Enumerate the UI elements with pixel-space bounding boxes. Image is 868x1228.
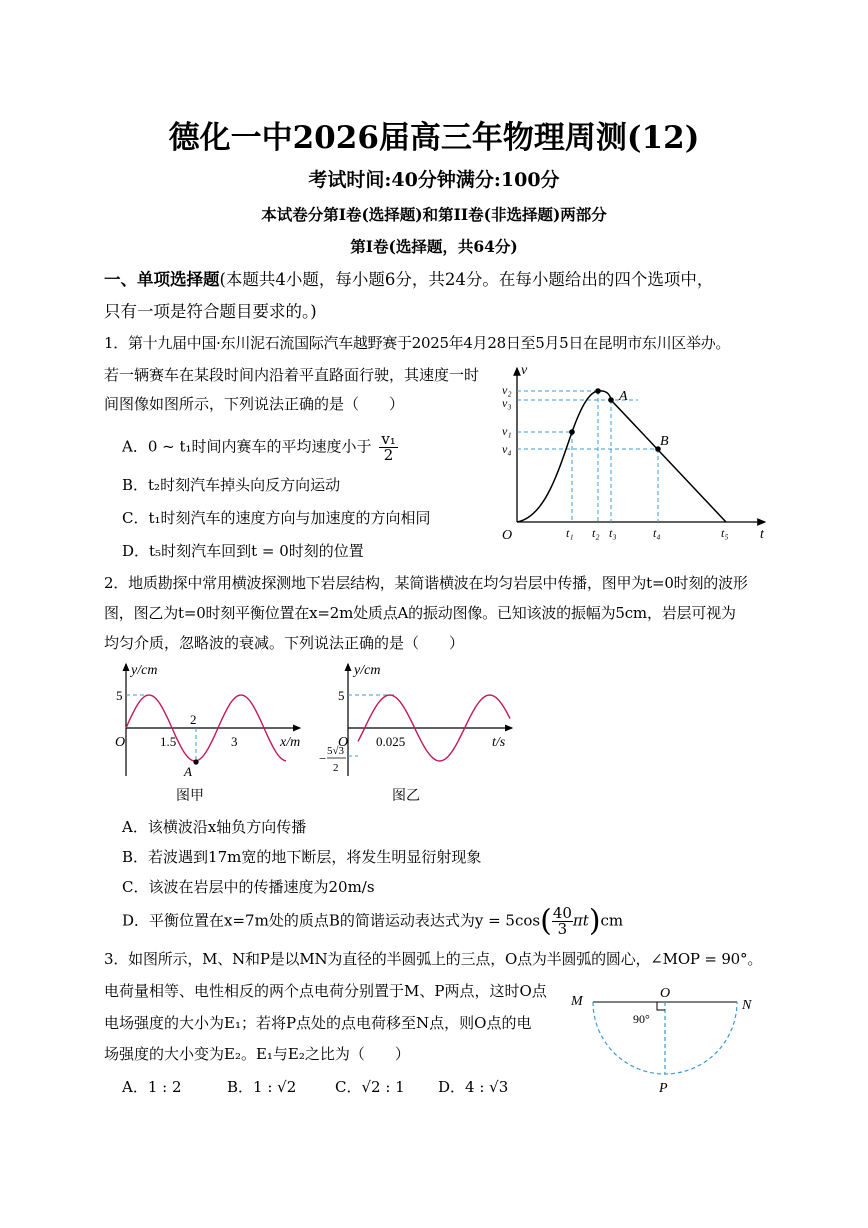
d-frac-num: 40	[552, 904, 572, 922]
point-t1	[569, 429, 575, 435]
fig-a-tick-3: 3	[231, 734, 238, 749]
q1-option-a-text: A．0 ~ t₁时间内赛车的平均速度小于	[122, 437, 372, 456]
fig-a-point-a: A	[184, 764, 192, 779]
velocity-curve	[517, 391, 726, 522]
fig-b-tick: 0.025	[376, 734, 406, 749]
part-one-title: 第I卷(选择题，共64分)	[350, 237, 518, 256]
frac-num: v₁	[381, 430, 396, 448]
q1-option-c[interactable]: C．t₁时刻汽车的速度方向与加速度的方向相同	[122, 509, 431, 527]
fig-a-tick-1-5: 1.5	[160, 734, 177, 749]
q1-line-3: 间图像如图所示，下列说法正确的是（ ）	[104, 395, 405, 413]
fig-b-neg-den: 2	[333, 762, 339, 774]
label-a: A	[619, 389, 628, 404]
point-peak	[595, 388, 601, 394]
q1-option-b[interactable]: B．t₂时刻汽车掉头向反方向运动	[122, 476, 341, 494]
tick-t4: t₄	[653, 526, 661, 540]
d-frac-den: 3	[557, 920, 568, 938]
paper-composition: 本试卷分第I卷(选择题)和第II卷(非选择题)两部分	[261, 205, 607, 224]
q3-line-4: 场强度的大小变为E₂。E₁与E₂之比为（ ）	[104, 1045, 410, 1063]
tick-v1: v₁	[502, 424, 512, 438]
q2-option-d-unit: cm	[600, 911, 624, 930]
section-instruction-1: (本题共4小题，每小题6分，共24分。在每小题给出的四个选项中，	[219, 270, 714, 289]
guide-lines	[517, 391, 658, 522]
q2-option-c[interactable]: C．该波在岩层中的传播速度为20m/s	[122, 878, 375, 896]
q1-option-a-fraction	[379, 432, 398, 463]
q2-fig-b	[316, 658, 516, 808]
section-instructions	[104, 266, 713, 290]
tick-t3: t₃	[609, 526, 617, 540]
q2-option-d-pit: πt	[572, 911, 589, 930]
fig-b-ylabel: y/cm	[354, 663, 381, 678]
page-title: 德化一中2026届高三年物理周测(12)	[168, 120, 700, 156]
fig-b-neg-minus: −	[319, 751, 327, 766]
q2-line-3: 均匀介质，忽略波的衰减。下列说法正确的是（ ）	[104, 634, 465, 652]
label-p: P	[659, 1081, 668, 1096]
q2-option-d-fraction	[552, 906, 573, 937]
tick-v2: v₂	[502, 383, 512, 397]
q3-line-3: 电场强度的大小为E₁；若将P点处的点电荷移至N点，则O点的电	[104, 1014, 532, 1032]
q3-option-b[interactable]: B．1 : √2	[227, 1078, 297, 1096]
q2-option-d[interactable]: D．平衡位置在x=7m处的质点B的简谐运动表达式为y = 5cos( $\frac{40}{3}$ πt)cm	[122, 903, 624, 939]
q2-line-2: 图，图乙为t=0时刻平衡位置在x=2m处质点A的振动图像。已知该波的振幅为5cm，岩层可视为	[104, 604, 736, 622]
right-angle-mark	[657, 1002, 665, 1010]
q3-semicircle-figure	[566, 985, 766, 1100]
q3-option-c[interactable]: C．√2 : 1	[335, 1078, 405, 1096]
tick-v3: v₃	[502, 396, 512, 410]
q2-option-b[interactable]: B．若波遇到17m宽的地下断层，将发生明显衍射现象	[122, 848, 482, 866]
fig-a-amp: 5	[116, 688, 123, 703]
frac-den: 2	[383, 446, 394, 464]
q3-line-2: 电荷量相等、电性相反的两个点电荷分别置于M、P两点，这时O点	[104, 982, 547, 1000]
exam-duration: 考试时间:40分钟满分:100分	[308, 169, 560, 191]
t-axis-label: t	[760, 527, 764, 542]
q3-option-d[interactable]: D．4 : √3	[438, 1078, 509, 1096]
q1-option-d[interactable]: D．t₅时刻汽车回到t = 0时刻的位置	[122, 542, 364, 560]
section-heading: 一、单项选择题	[104, 270, 220, 289]
q1-option-a[interactable]	[122, 432, 398, 463]
q1-vt-graph	[490, 362, 780, 550]
label-angle: 90°	[633, 1012, 650, 1026]
label-b: B	[660, 434, 669, 449]
fig-b-xlabel: t/s	[492, 735, 506, 750]
fig-b-caption: 图乙	[392, 789, 420, 804]
origin-label: O	[502, 528, 513, 543]
fig-a-caption: 图甲	[176, 789, 204, 804]
fig-b-neg-num: 5√3	[327, 745, 345, 757]
q3-option-a[interactable]: A．1 : 2	[122, 1078, 182, 1096]
q1-line-1: 1．第十九届中国·东川泥石流国际汽车越野赛于2025年4月28日至5月5日在昆明市东川区举办。	[104, 334, 731, 352]
label-o: O	[660, 986, 671, 1001]
label-m: M	[571, 994, 583, 1009]
tick-t5: t₅	[721, 526, 729, 540]
tick-t2: t₂	[592, 526, 600, 540]
q2-option-a[interactable]: A．该横波沿x轴负方向传播	[122, 818, 307, 836]
label-n: N	[742, 998, 752, 1013]
fig-a-ylabel: y/cm	[131, 663, 158, 678]
fig-a-xlabel: x/m	[280, 735, 301, 750]
v-axis-label: v	[521, 363, 528, 378]
fig-a-origin: O	[115, 735, 126, 750]
q2-fig-a	[108, 658, 308, 808]
fig-a-tick-2: 2	[190, 712, 197, 727]
fig-b-origin: O	[338, 735, 349, 750]
fig-b-amp: 5	[338, 688, 345, 703]
point-a-marker	[193, 759, 198, 764]
q3-line-1: 3．如图所示，M、N和P是以MN为直径的半圆弧上的三点，O点为半圆弧的圆心，∠MOP = 90°。	[104, 950, 763, 968]
q1-line-2: 若一辆赛车在某段时间内沿着平直路面行驶，其速度一时	[104, 366, 480, 384]
tick-v4: v₄	[502, 442, 512, 456]
q2-line-1: 2．地质勘探中常用横波探测地下岩层结构，某简谐横波在均匀岩层中传播，图甲为t=0时刻的波形	[104, 574, 748, 592]
tick-t1: t₁	[566, 526, 574, 540]
point-a	[608, 397, 614, 403]
section-instruction-2: 只有一项是符合题目要求的。)	[104, 302, 317, 321]
q2-option-d-text: D．平衡位置在x=7m处的质点B的简谐运动表达式为y = 5cos	[122, 911, 541, 930]
